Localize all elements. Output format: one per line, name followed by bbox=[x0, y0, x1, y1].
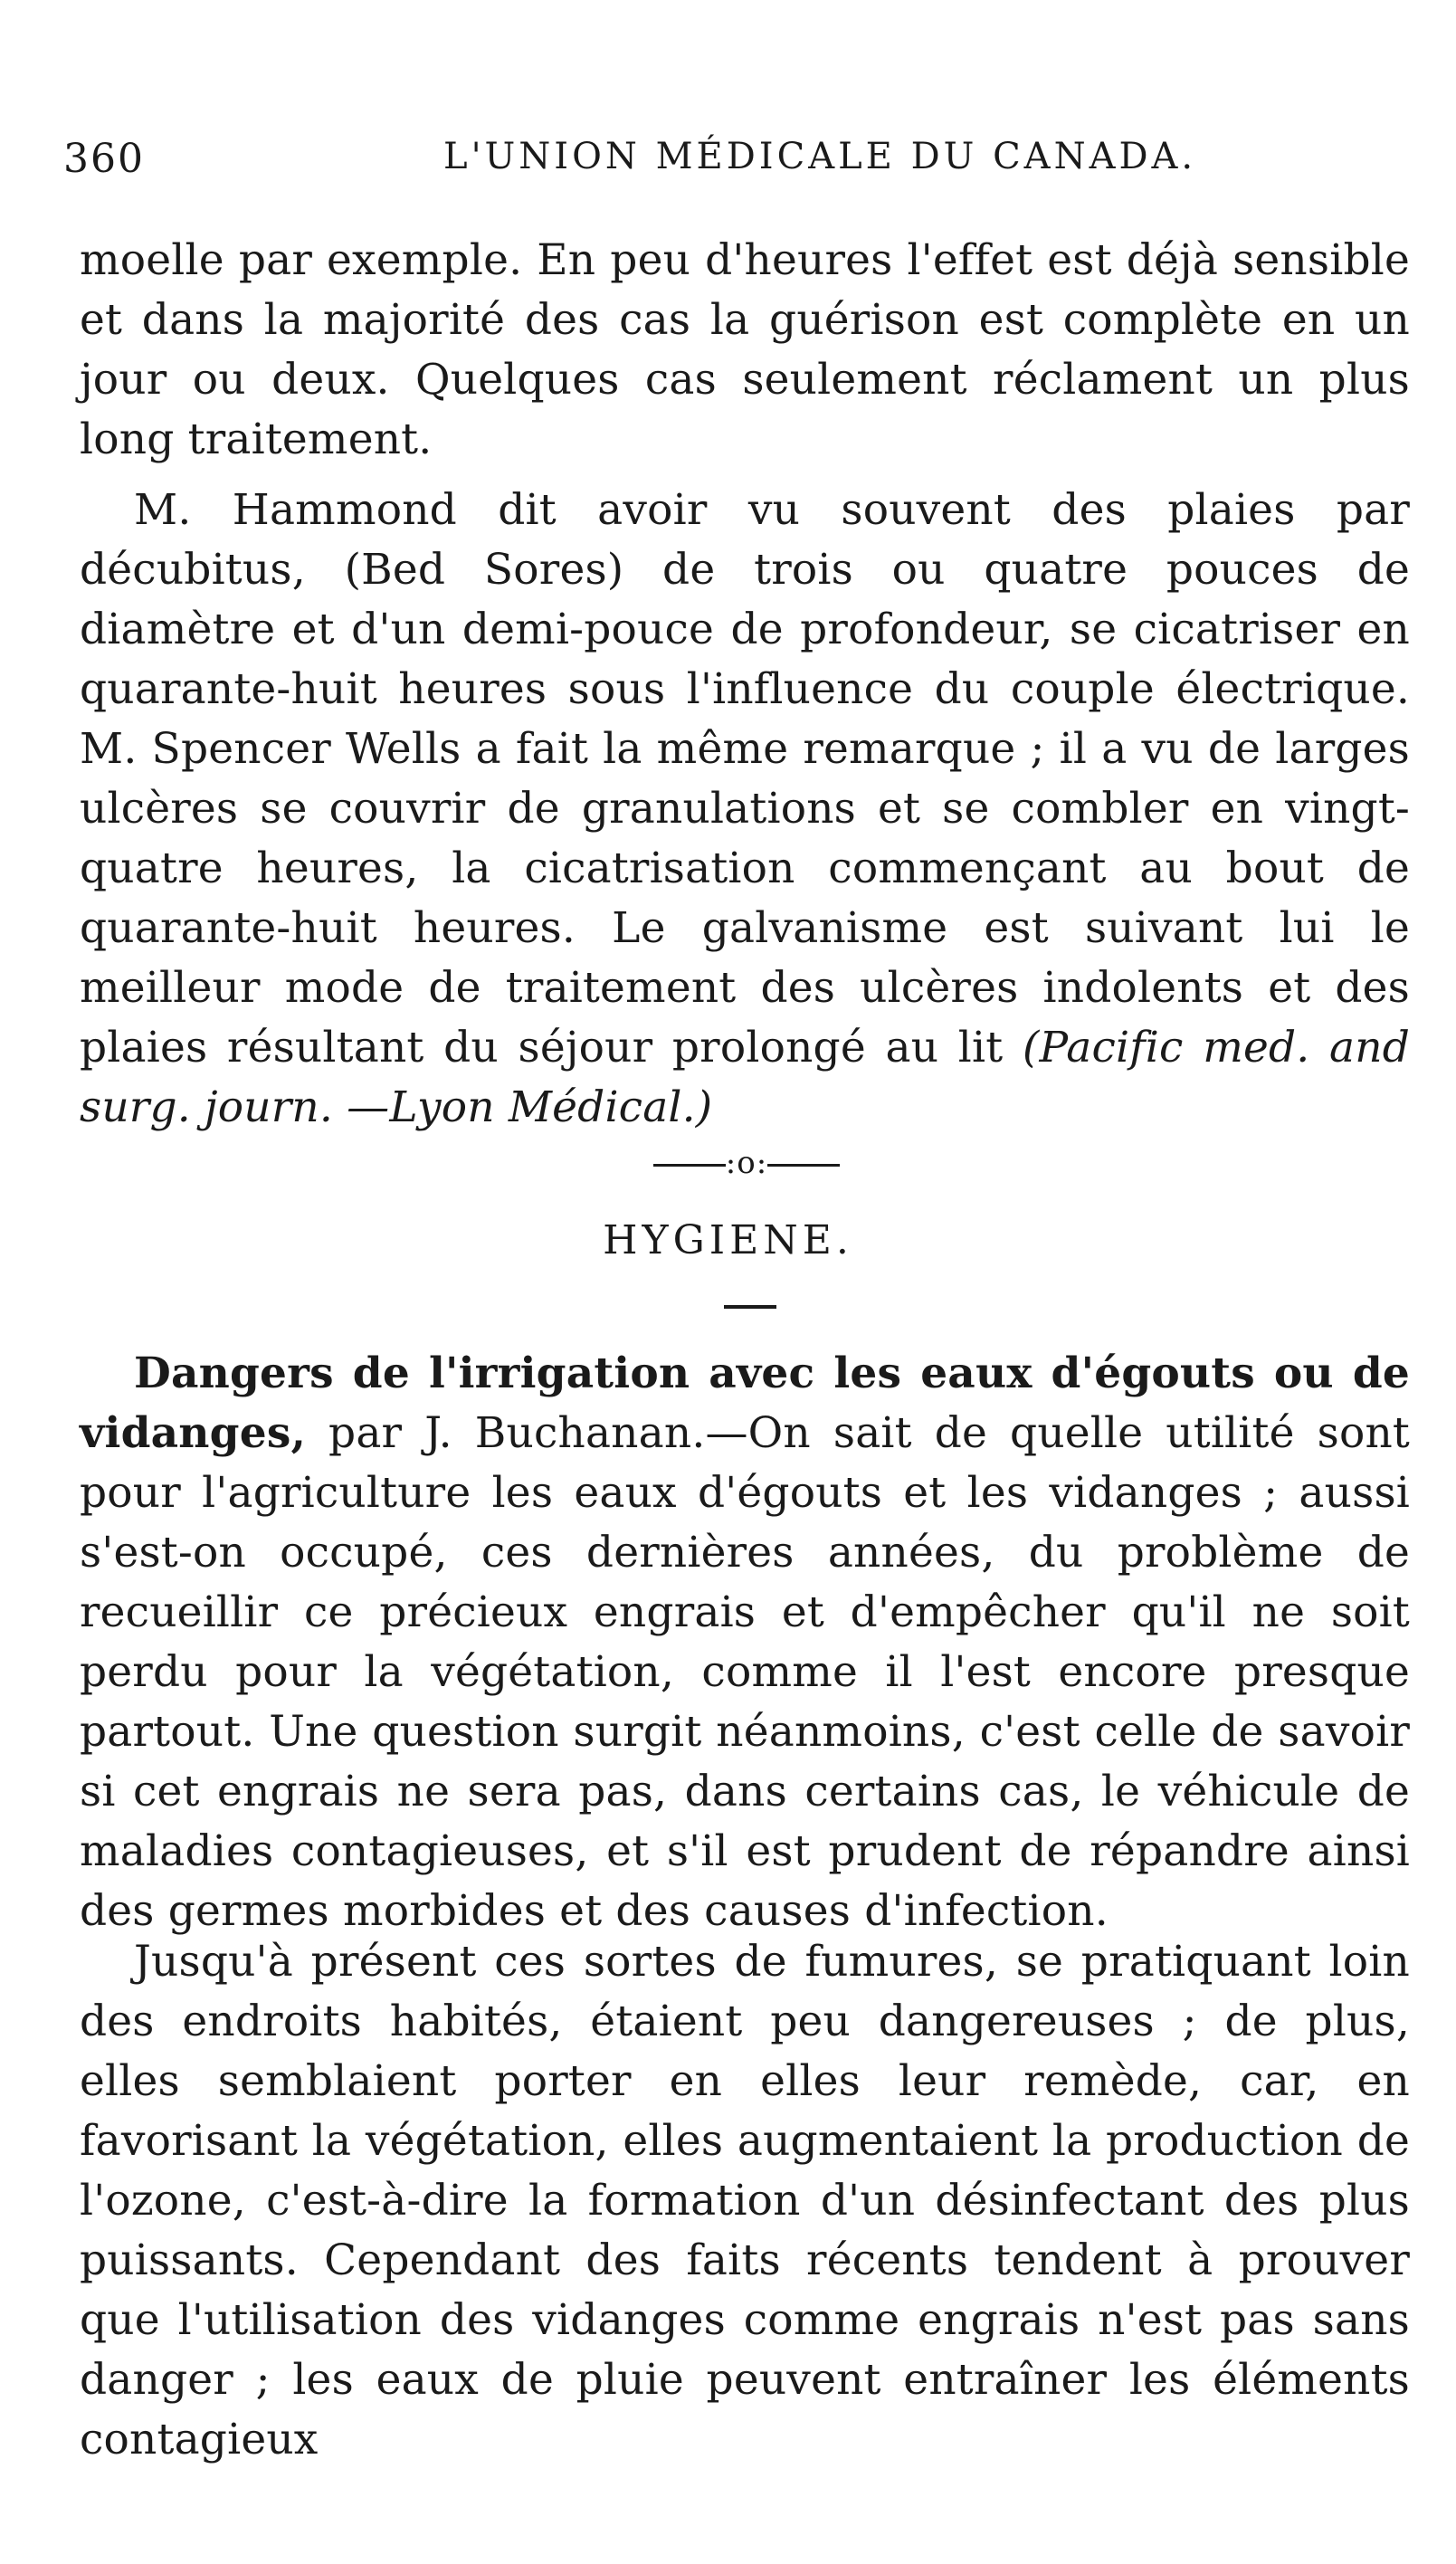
article-lead: Dangers de l'irrigation avec les eaux d'égouts ou de vidanges, bbox=[80, 1349, 1410, 1458]
paragraph-text: moelle par exemple. En peu d'heures l'effet est déjà sensible et dans la majorité des cas la guérison est complète en un jour ou deux. Quelques cas seulement réclament un plus long traitement. bbox=[80, 235, 1410, 464]
separator-mark: :o: bbox=[725, 1145, 768, 1181]
paragraph-text bbox=[80, 481, 1410, 1138]
paragraph-hammond bbox=[80, 481, 1410, 1138]
paragraph-irrigation bbox=[80, 1344, 1410, 1941]
paragraph-continuation bbox=[80, 231, 1410, 470]
running-title: L'UNION MÉDICALE DU CANADA. bbox=[443, 136, 1197, 177]
paragraph-body: par J. Buchanan.—On sait de quelle utilité sont pour l'agriculture les eaux d'égouts et les vidanges ; aussi s'est-on occupé, ces dernières années, du problème de recueillir ce précieux engrais et d'empêcher qu'il ne soit perdu pour la végétation, comme il l'est encore presque partout. Une question surgit néanmoins, c'est celle de savoir si cet engrais ne sera pas, dans certains cas, le véhicule de maladies contagieuses, et s'il est prudent de répandre ainsi des germes morbides et des causes d'infection. bbox=[80, 1408, 1410, 1936]
paragraph-text: Jusqu'à présent ces sortes de fumures, se pratiquant loin des endroits habités, étaient peu dangereuses ; de plus, elles semblaient porter en elles leur remède, car, en favorisant la végétation, elles augmentaient la production de l'ozone, c'est-à-dire la formation d'un désinfectant des plus puissants. Cependant des faits récents tendent à prouver que l'utilisation des vidanges comme engrais n'est pas sans danger ; les eaux de pluie peuvent entraîner les éléments contagieux bbox=[80, 1937, 1410, 2464]
section-heading: HYGIENE. bbox=[603, 1217, 853, 1263]
separator-line-right bbox=[767, 1164, 840, 1167]
page-number: 360 bbox=[63, 136, 145, 182]
paragraph-text bbox=[80, 1344, 1410, 1941]
paragraph-fumures bbox=[80, 1932, 1410, 2470]
section-separator bbox=[647, 1145, 846, 1181]
heading-rule bbox=[724, 1305, 776, 1309]
page-header bbox=[63, 136, 1403, 190]
separator-line-left bbox=[653, 1164, 726, 1167]
paragraph-body: M. Hammond dit avoir vu souvent des plaies par décubitus, (Bed Sores) de trois ou quatre pouces de diamètre et d'un demi-pouce de profondeur, se cicatriser en quarante-huit heures sous l'influence du couple électrique. M. Spencer Wells a fait la même remarque ; il a vu de larges ulcères se couvrir de granulations et se combler en vingt-quatre heures, la cicatrisation commençant au bout de quarante-huit heures. Le galvanisme est suivant lui le meilleur mode de traitement des ulcères indolents et des plaies résultant du séjour prolongé au lit bbox=[80, 485, 1410, 1072]
citation: (Pacific med. and surg. journ. —Lyon Médical.) bbox=[80, 1023, 1411, 1132]
